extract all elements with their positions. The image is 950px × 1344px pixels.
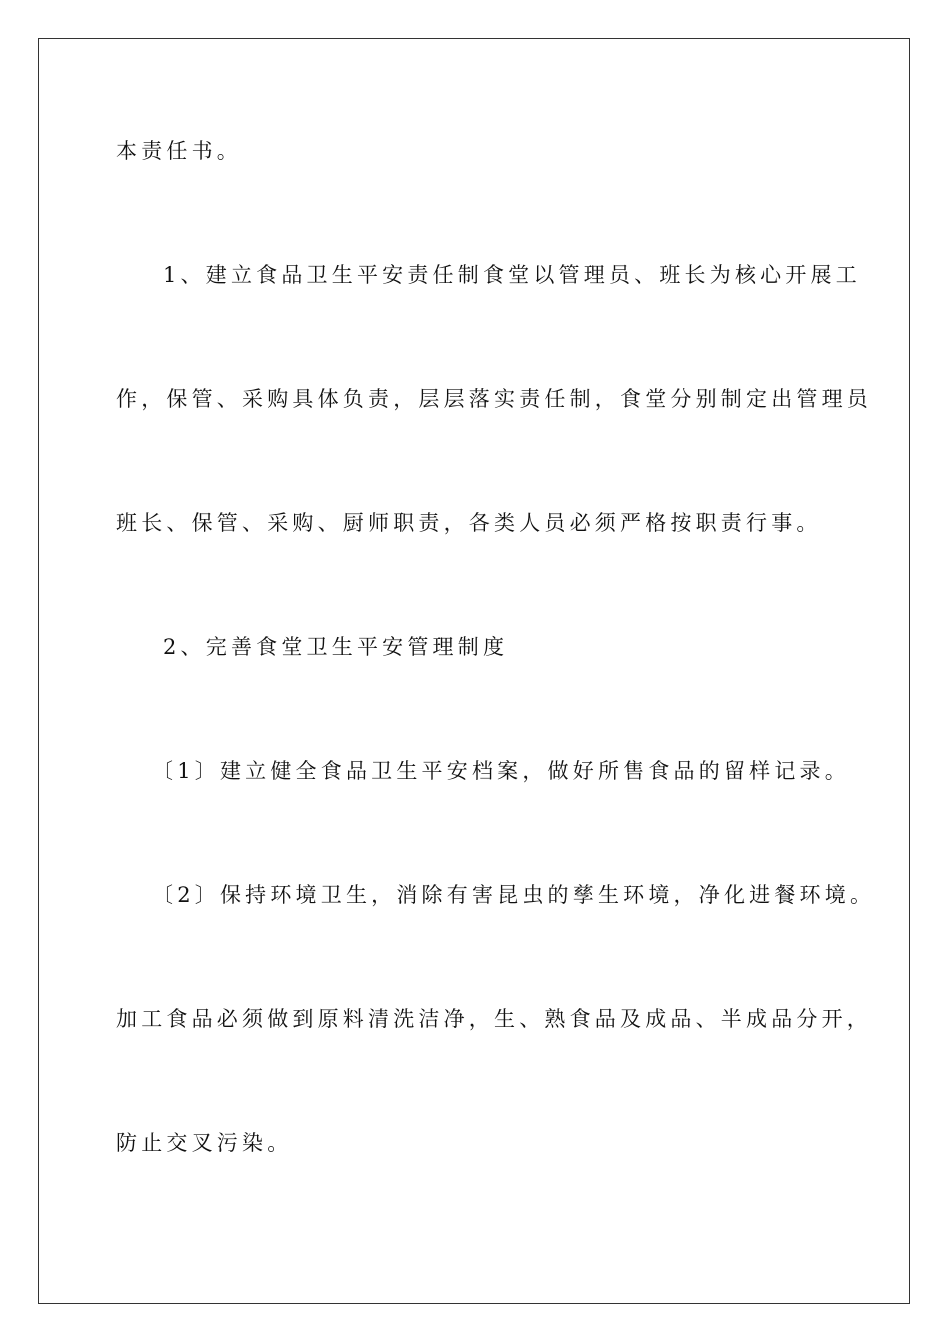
- text-line-2: 1、建立食品卫生平安责任制食堂以管理员、班长为核心开展工: [163, 263, 861, 287]
- text-line-8: 加工食品必须做到原料清洗洁净，生、熟食品及成品、半成品分开，: [116, 1007, 872, 1031]
- text-line-6: 〔1〕建立健全食品卫生平安档案，做好所售食品的留样记录。: [152, 759, 850, 783]
- text-line-7: 〔2〕保持环境卫生，消除有害昆虫的孳生环境，净化进餐环境。: [152, 883, 876, 907]
- text-line-5: 2、完善食堂卫生平安管理制度: [163, 635, 509, 659]
- text-line-1: 本责任书。: [116, 139, 242, 163]
- text-line-3: 作，保管、采购具体负责，层层落实责任制，食堂分别制定出管理员: [116, 387, 872, 411]
- text-line-9: 防止交叉污染。: [116, 1131, 293, 1155]
- page-border: [38, 38, 910, 1304]
- text-line-4: 班长、保管、采购、厨师职责，各类人员必须严格按职责行事。: [116, 511, 822, 535]
